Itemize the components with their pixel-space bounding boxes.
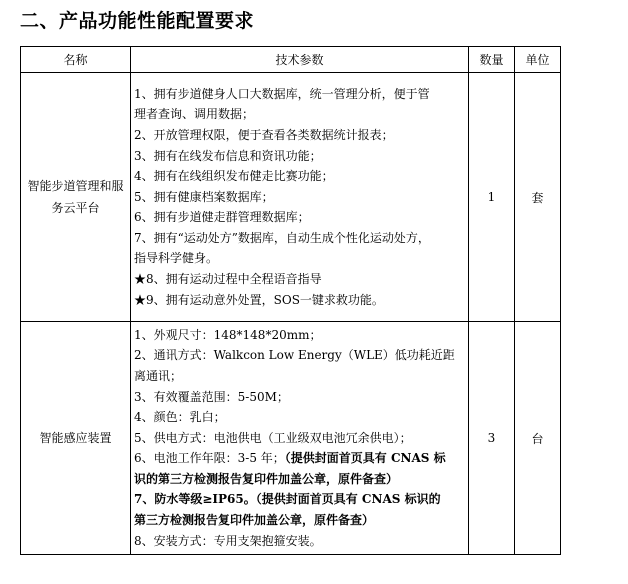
param-line — [134, 448, 465, 469]
param-line: 3、有效覆盖范围：5-50M； — [134, 389, 289, 404]
param-line: 4、拥有在线组织发布健走比赛功能； — [134, 169, 334, 184]
param-line: ★9、拥有运动意外处置，SOS一键求救功能。 — [134, 292, 384, 307]
row-name — [21, 73, 131, 322]
row-qty: 1 — [469, 73, 515, 322]
header-unit: 单位 — [515, 47, 561, 73]
table-row — [21, 322, 561, 555]
row-unit: 台 — [515, 322, 561, 555]
param-6-normal: 6、电池工作年限：3-5 年； — [134, 451, 285, 466]
param-line: 2、开放管理权限，便于查看各类数据统计报表； — [134, 127, 394, 142]
param-line: 3、拥有在线发布信息和资讯功能； — [134, 148, 322, 163]
param-line: ★8、拥有运动过程中全程语音指导 — [134, 272, 322, 287]
param-line: 1、拥有步道健身人口大数据库，统一管理分析，便于管 — [134, 86, 430, 101]
row-name-text: 智能步道管理和服务云平台 — [27, 179, 124, 215]
param-line: 7、拥有“运动处方”数据库，自动生成个性化运动处方， — [134, 230, 430, 245]
param-line: 理者查询、调用数据； — [134, 107, 255, 122]
header-name: 名称 — [21, 47, 131, 73]
row-name-text: 智能感应装置 — [39, 431, 112, 445]
param-line: 识的第三方检测报告复印件加盖公章，原件备查） — [134, 471, 399, 486]
row-params — [131, 322, 469, 555]
param-line: 2、通讯方式：Walkcon Low Energy（WLE）低功耗近距 — [134, 348, 455, 363]
param-line: 4、颜色：乳白； — [134, 410, 226, 425]
page-title: 二、产品功能性能配置要求 — [20, 10, 255, 32]
header-qty: 数量 — [469, 47, 515, 73]
param-line: 1、外观尺寸：148*148*20mm； — [134, 327, 322, 342]
param-line: 7、防水等级≥IP65。（提供封面首页具有 CNAS 标识的 — [134, 492, 441, 507]
row-unit: 套 — [515, 73, 561, 322]
param-line: 8、安装方式：专用支架抱箍安装。 — [134, 533, 322, 548]
table-row — [21, 73, 561, 322]
table-header-row — [21, 47, 561, 73]
row-params — [131, 73, 469, 322]
param-line: 指导科学健身。 — [134, 251, 219, 266]
header-params: 技术参数 — [131, 47, 469, 73]
param-line: 6、拥有步道健走群管理数据库； — [134, 210, 310, 225]
param-line: 离通讯； — [134, 368, 183, 383]
spec-table — [20, 46, 561, 555]
param-line: 第三方检测报告复印件加盖公章，原件备查） — [134, 513, 375, 528]
row-name — [21, 322, 131, 555]
param-line: 5、拥有健康档案数据库； — [134, 189, 274, 204]
row-qty: 3 — [469, 322, 515, 555]
param-line: 5、供电方式：电池供电（工业级双电池冗余供电）； — [134, 430, 412, 445]
param-6-bold: （提供封面首页具有 CNAS 标 — [284, 451, 446, 466]
